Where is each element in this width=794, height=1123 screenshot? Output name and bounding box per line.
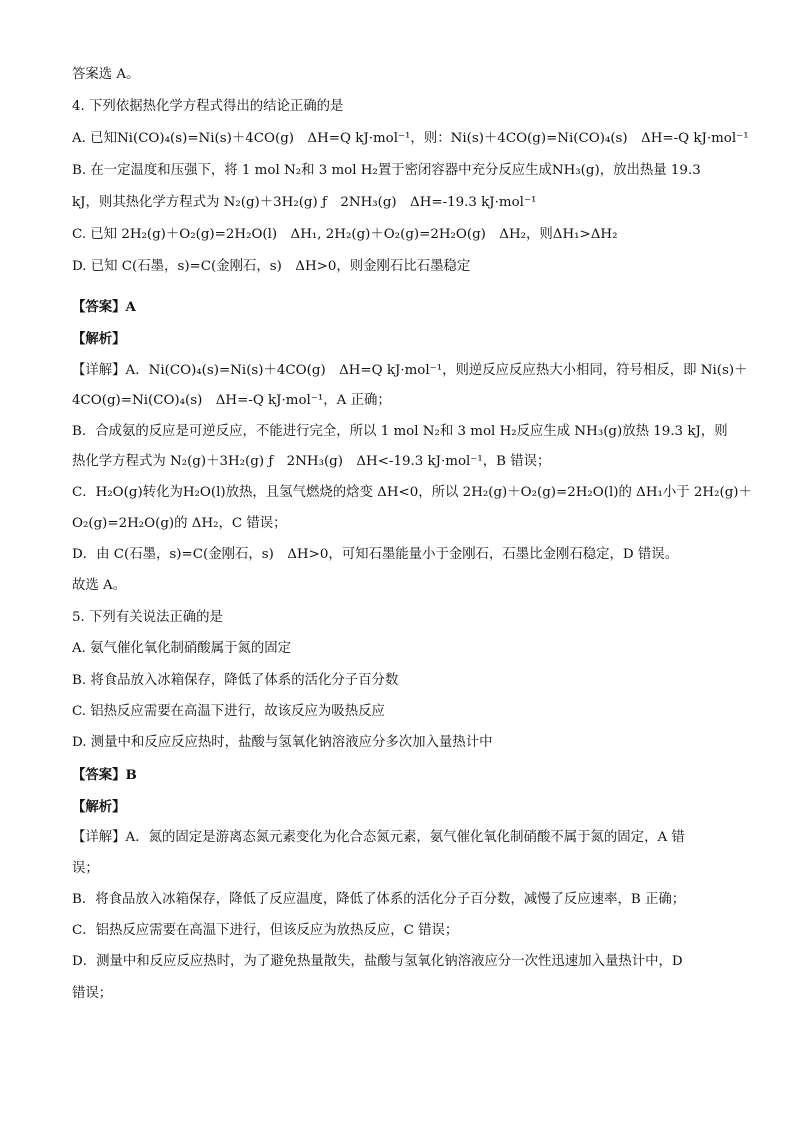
q5-detail-a-cont: 误； [72,861,99,876]
q4-option-d: D. 已知 C(石墨，s)=C(金刚石，s) ΔH>0，则金刚石比石墨稳定 [72,259,471,274]
q5-option-a: A. 氨气催化氧化制硝酸属于氮的固定 [72,641,292,656]
q4-option-a: A. 已知Ni(CO)₄(s)=Ni(s)＋4CO(g) ΔH=Q kJ·mol⁻¹，则：Ni(s)＋4CO(g)=Ni(CO)₄(s) ΔH=-Q kJ·mol⁻¹ [72,131,749,146]
q5-detail-b: B．将食品放入冰箱保存，降低了反应温度，降低了体系的活化分子百分数，减慢了反应速率，B 正确； [72,892,686,907]
q4-detail-d: D．由 C(石墨，s)=C(金刚石，s) ΔH>0，可知石墨能量小于金刚石，石墨比金刚石稳定，D 错误。 [72,547,679,562]
q4-detail-c: C．H₂O(g)转化为H₂O(l)放热，且氢气燃烧的焓变 ΔH<0，所以 2H₂(g)＋O₂(g)=2H₂O(l)的 ΔH₁小于 2H₂(g)＋ [72,485,752,500]
q5-answer: 【答案】B [72,767,137,783]
q4-detail-b-cont: 热化学方程式为 N₂(g)＋3H₂(g) ƒ 2NH₃(g) ΔH<-19.3 kJ·mol⁻¹，B 错误； [72,454,551,469]
q5-option-d: D. 测量中和反应反应热时，盐酸与氢氧化钠溶液应分多次加入量热计中 [72,735,493,750]
q4-option-b-cont: kJ，则其热化学方程式为 N₂(g)＋3H₂(g) ƒ 2NH₃(g) ΔH=-19.3 kJ·mol⁻¹ [72,195,537,210]
q4-analysis-heading: 【解析】 [72,331,126,347]
q4-answer: 【答案】A [72,299,136,315]
q4-detail-c-cont: O₂(g)=2H₂O(g)的 ΔH₂，C 错误； [72,516,287,531]
q4-option-b: B. 在一定温度和压强下，将 1 mol N₂和 3 mol H₂置于密闭容器中充分反应生成NH₃(g)，放出热量 19.3 [72,163,701,178]
q4-detail-a-cont: 4CO(g)=Ni(CO)₄(s) ΔH=-Q kJ·mol⁻¹，A 正确； [72,393,391,408]
answer-line: 答案选 A。 [72,67,140,82]
q5-detail-c: C．铝热反应需要在高温下进行，但该反应为放热反应，C 错误； [72,923,459,938]
question-5-stem: 5. 下列有关说法正确的是 [72,610,223,625]
question-4-stem: 4. 下列依据热化学方程式得出的结论正确的是 [72,99,344,114]
q4-detail-a: 【详解】A．Ni(CO)₄(s)=Ni(s)＋4CO(g) ΔH=Q kJ·mol⁻¹，则逆反应反应热大小相同，符号相反，即 Ni(s)＋ [72,363,748,378]
q5-detail-a: 【详解】A．氮的固定是游离态氮元素变化为化合态氮元素，氨气催化氧化制硝酸不属于氮的固定，A 错 [72,830,685,845]
q5-analysis-heading: 【解析】 [72,799,126,815]
q5-option-c: C. 铝热反应需要在高温下进行，故该反应为吸热反应 [72,704,385,719]
q4-option-c: C. 已知 2H₂(g)＋O₂(g)=2H₂O(l) ΔH₁, 2H₂(g)＋O₂(g)=2H₂O(g) ΔH₂，则ΔH₁>ΔH₂ [72,227,618,242]
q4-conclusion: 故选 A。 [72,578,127,593]
q4-detail-b: B．合成氨的反应是可逆反应，不能进行完全，所以 1 mol N₂和 3 mol H₂反应生成 NH₃(g)放热 19.3 kJ，则 [72,424,728,439]
q5-detail-d-cont: 错误； [72,986,113,1001]
q5-detail-d: D．测量中和反应反应热时，为了避免热量散失，盐酸与氢氧化钠溶液应分一次性迅速加入量热计中，D [72,954,683,969]
q5-option-b: B. 将食品放入冰箱保存，降低了体系的活化分子百分数 [72,673,399,688]
